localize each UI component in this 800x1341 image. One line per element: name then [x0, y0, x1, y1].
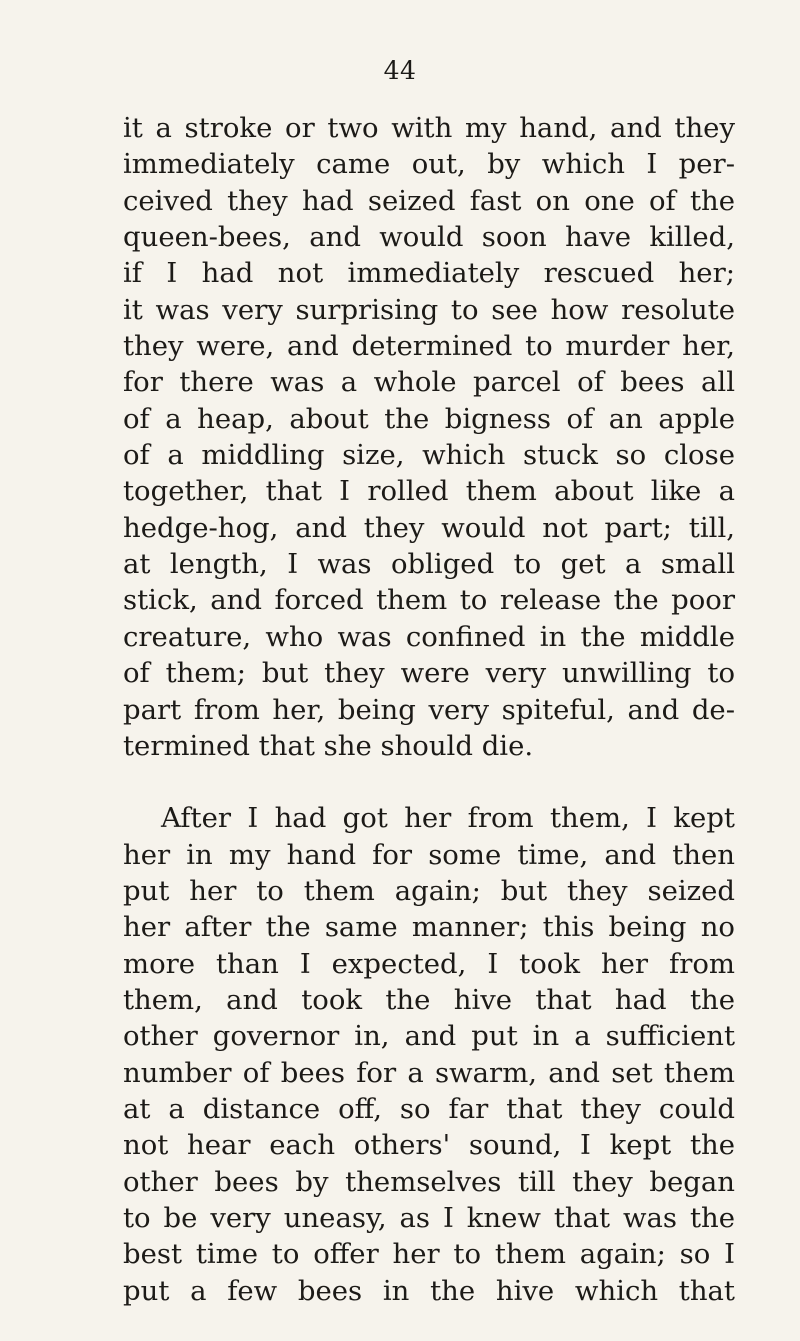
text-line: put her to them again; but they seized [123, 874, 735, 907]
text-line: if I had not immediately rescued her; [123, 257, 735, 290]
text-line: part from her, being very spiteful, and de- [123, 693, 735, 726]
text-line: creature, who was confined in the middle [123, 620, 735, 653]
body-text [123, 110, 735, 1309]
text-line: more than I expected, I took her from [123, 947, 735, 980]
text-line: at a distance off, so far that they could [123, 1092, 735, 1125]
text-line: they were, and determined to murder her, [123, 330, 735, 363]
page-number: 44 [383, 56, 417, 85]
text-line: put a few bees in the hive which that [123, 1274, 735, 1307]
text-line: to be very uneasy, as I knew that was the [123, 1201, 735, 1234]
text-line: of a heap, about the bigness of an apple [123, 402, 735, 435]
text-line: it a stroke or two with my hand, and they [123, 112, 735, 144]
text-line: her after the same manner; this being no [123, 911, 735, 944]
text-line: other bees by themselves till they began [123, 1165, 735, 1198]
text-line: number of bees for a swarm, and set them [123, 1056, 735, 1089]
text-line: together, that I rolled them about like a [123, 475, 735, 508]
text-line: best time to offer her to them again; so I [123, 1238, 735, 1271]
text-line: stick, and forced them to release the poor [123, 584, 735, 617]
text-line: other governor in, and put in a sufficient [123, 1020, 735, 1053]
text-line: immediately came out, by which I per- [123, 148, 735, 181]
paragraph-2 [123, 800, 735, 1309]
text-line: at length, I was obliged to get a small [123, 548, 735, 581]
text-line: her in my hand for some time, and then [123, 838, 735, 871]
text-line: termined that she should die. [123, 729, 534, 762]
paragraph-1 [123, 110, 735, 764]
paragraph-spacer [123, 764, 735, 800]
text-line: of them; but they were very unwilling to [123, 657, 735, 690]
text-line: ceived they had seized fast on one of the [123, 184, 735, 217]
text-line: After I had got her from them, I kept [161, 802, 735, 835]
text-line: for there was a whole parcel of bees all [123, 366, 735, 399]
text-line: hedge-hog, and they would not part; till, [123, 511, 735, 544]
text-line: not hear each others' sound, I kept the [123, 1129, 735, 1162]
text-line: them, and took the hive that had the [123, 983, 735, 1016]
text-line: of a middling size, which stuck so close [123, 439, 735, 472]
text-line: queen-bees, and would soon have killed, [123, 221, 735, 254]
text-line: it was very surprising to see how resolute [123, 293, 735, 326]
